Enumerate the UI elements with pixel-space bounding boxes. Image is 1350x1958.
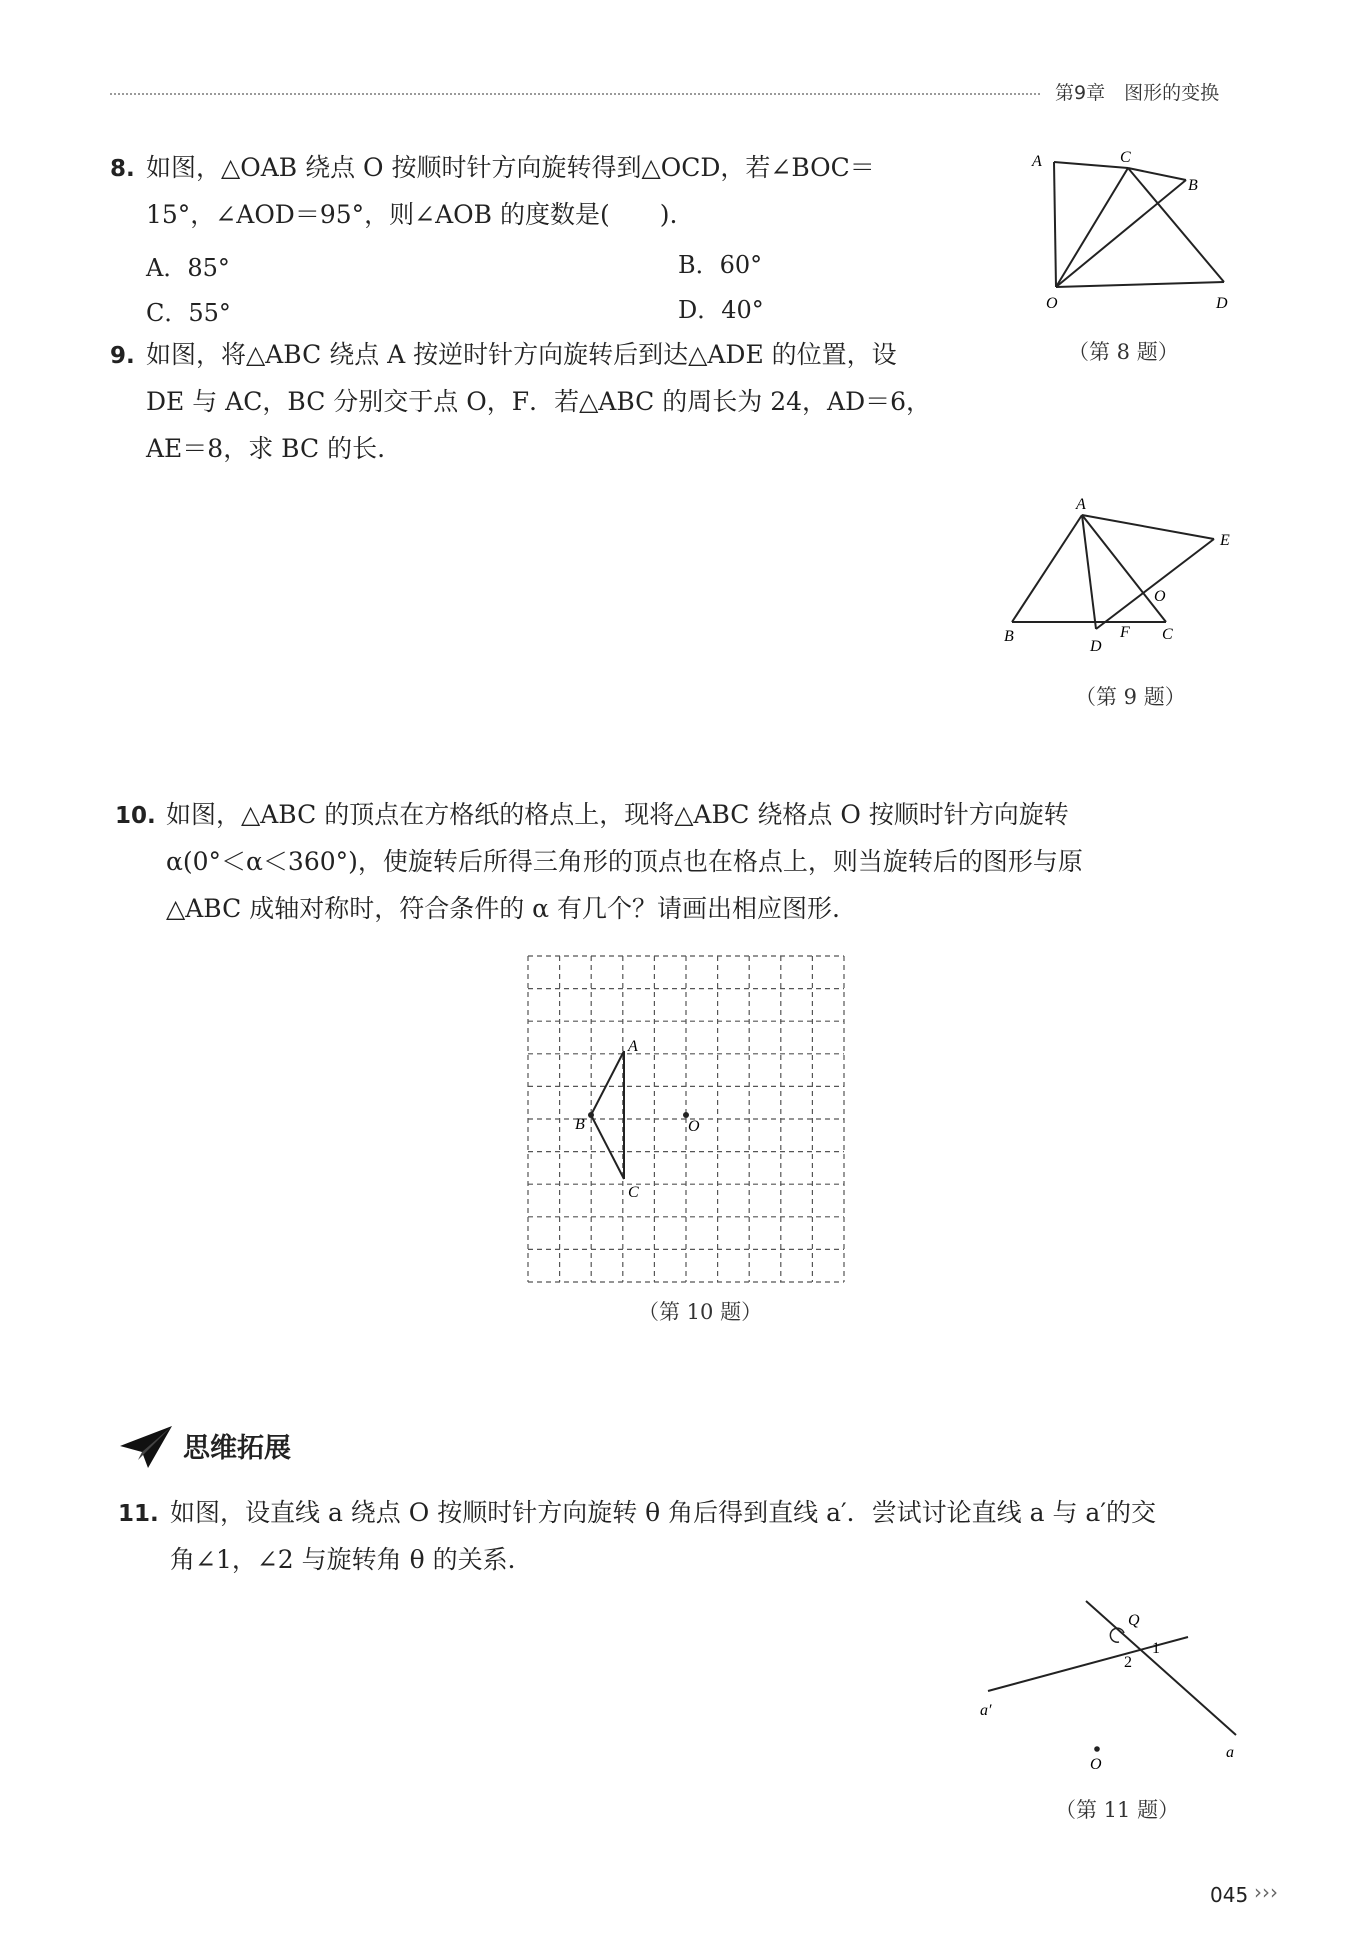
fig11-caption: （第 11 题） (1055, 1798, 1180, 1822)
q10-line1: 如图，△ABC 的顶点在方格纸的格点上，现将△ABC 绕格点 O 按顺时针方向旋转 (166, 800, 1069, 829)
fig9-segment-ac (1082, 515, 1166, 622)
figure-8 (1020, 150, 1260, 320)
chapter-title: 第9章 图形的变换 (1055, 82, 1220, 104)
fig11-label-2: 2 (1124, 1654, 1132, 1671)
fig10-point-b (588, 1112, 594, 1118)
fig10-label-b: B (575, 1116, 585, 1133)
fig8-segment-ob (1056, 180, 1186, 287)
q9-line1: 如图，将△ABC 绕点 A 按逆时针方向旋转后到达△ADE 的位置，设 (146, 340, 897, 369)
section-title: 思维拓展 (183, 1433, 291, 1464)
page-number: 045 (1210, 1883, 1249, 1907)
fig11-line-a (1086, 1601, 1236, 1735)
fig10-label-c: C (628, 1184, 639, 1201)
fig9-label-f: F (1120, 624, 1130, 641)
q8-option-a: A．85° (146, 254, 230, 282)
fig11-point-o (1094, 1746, 1100, 1752)
fig11-angle-mark (1110, 1628, 1124, 1642)
q9-line2: DE 与 AC，BC 分别交于点 O，F．若△ABC 的周长为 24，AD＝6， (146, 387, 932, 416)
q8-option-c: C．55° (146, 299, 231, 327)
figure-9 (1000, 495, 1260, 665)
q10-line3: △ABC 成轴对称时，符合条件的 α 有几个？请画出相应图形. (166, 894, 840, 923)
q9-line3: AE＝8，求 BC 的长. (146, 434, 386, 463)
fig11-label-1: 1 (1152, 1640, 1160, 1657)
fig11-label-a: a (1226, 1744, 1234, 1761)
fig11-label-a-prime: a′ (980, 1702, 992, 1719)
q8-option-d: D．40° (678, 296, 764, 324)
fig8-caption: （第 8 题） (1068, 340, 1179, 364)
q8-number: 8. (110, 156, 135, 182)
fig9-label-c: C (1162, 626, 1173, 643)
fig8-label-b: B (1188, 177, 1198, 194)
fig9-segment-ad (1082, 515, 1096, 629)
fig9-label-a: A (1076, 496, 1086, 513)
fig10-segment-ab (591, 1051, 624, 1115)
q11-number: 11. (118, 1501, 159, 1527)
paper-plane-icon (118, 1424, 174, 1470)
q9-number: 9. (110, 343, 135, 369)
fig8-segment-ao (1054, 162, 1056, 287)
fig9-label-o: O (1154, 588, 1166, 605)
figure-11 (970, 1595, 1240, 1775)
fig10-caption: （第 10 题） (638, 1300, 763, 1324)
q8-option-b: B．60° (678, 251, 763, 279)
q11-line2: 角∠1，∠2 与旋转角 θ 的关系． (170, 1545, 533, 1574)
fig9-label-b: B (1004, 628, 1014, 645)
fig9-segment-de (1096, 539, 1214, 629)
q8-line1: 如图，△OAB 绕点 O 按顺时针方向旋转得到△OCD，若∠BOC＝ (146, 153, 875, 182)
fig8-segment-ac (1054, 162, 1128, 168)
fig11-label-q: Q (1128, 1612, 1140, 1629)
q10-line2: α(0°＜α＜360°)，使旋转后所得三角形的顶点也在格点上，则当旋转后的图形与原 (166, 847, 1083, 876)
header-rule (110, 93, 1040, 95)
fig9-label-e: E (1220, 532, 1230, 549)
q10-number: 10. (115, 803, 156, 829)
fig8-label-o: O (1046, 295, 1058, 312)
fig10-label-a: A (628, 1038, 638, 1055)
fig9-label-d: D (1090, 638, 1102, 655)
page-arrows-icon: ››› (1254, 1880, 1278, 1904)
fig8-label-c: C (1120, 149, 1131, 166)
figure-10-grid (525, 953, 845, 1283)
fig10-label-o: O (688, 1118, 700, 1135)
q8-line2: 15°，∠AOD＝95°，则∠AOB 的度数是( ). (146, 200, 678, 229)
fig8-segment-od (1056, 282, 1224, 287)
fig8-segment-cd (1128, 168, 1224, 282)
fig8-label-a: A (1032, 153, 1042, 170)
fig8-label-d: D (1216, 295, 1228, 312)
fig9-segment-ae (1082, 515, 1214, 539)
fig8-segment-oc (1056, 168, 1128, 287)
fig10-segment-bc (591, 1115, 624, 1179)
q11-line1: 如图，设直线 a 绕点 O 按顺时针方向旋转 θ 角后得到直线 a′．尝试讨论直线 a 与 a′的交 (170, 1498, 1156, 1527)
fig11-label-o: O (1090, 1756, 1102, 1773)
fig9-caption: （第 9 题） (1075, 685, 1186, 709)
fig9-segment-ab (1012, 515, 1082, 622)
